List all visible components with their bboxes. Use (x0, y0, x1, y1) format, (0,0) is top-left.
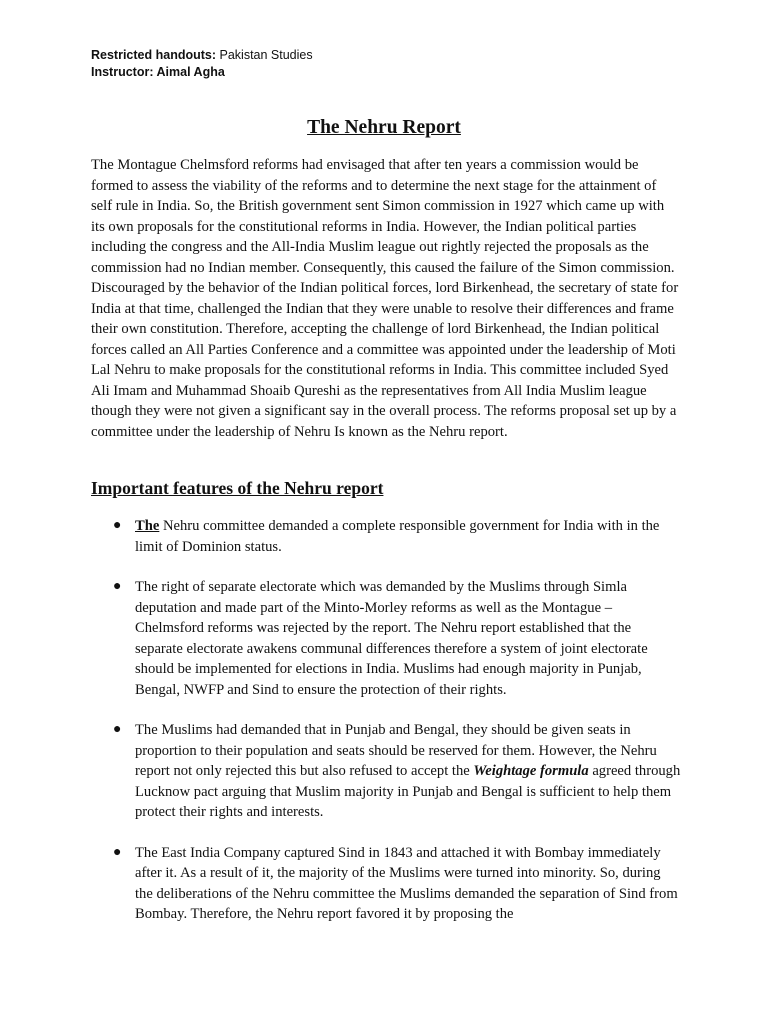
handouts-value: Pakistan Studies (219, 48, 313, 62)
list-item (113, 577, 681, 700)
bullet2-text: The right of separate electorate which was demanded by the Muslims through Simla deputation and made part of the Minto-Morley reforms as well as the Montague – Chelmsford reforms was rejected by the report. The Nehru report established that the separate electorate awakens communal differences therefore a system of joint electorate should be implemented for elections in India. Muslims had enough majority in Punjab, Bengal, NWFP and Sind to ensure the protection of their rights. (135, 579, 648, 698)
intro-paragraph: The Montague Chelmsford reforms had envisaged that after ten years a commission would be formed to assess the viability of the reforms and to determine the next stage for the attainment of self rule in India. So, the British government sent Simon commission in 1927 which came up with its own proposals for the constitutional reforms in India. However, the Indian political parties including the congress and the All-India Muslim league out rightly rejected the proposals as the commission had no Indian member. Consequently, this caused the failure of the Simon commission. Discouraged by the behavior of the Indian political forces, lord Birkenhead, the secretary of state for India at that time, challenged the Indian that they were unable to resolve their differences and frame their own constitution. Therefore, accepting the challenge of lord Birkenhead, the Indian political forces called an All Parties Conference and a committee was appointed under the leadership of Moti Lal Nehru to make proposals for the constitutional reforms in India. This committee included Syed Ali Imam and Muhammad Shoaib Qureshi as the representatives from All India Muslim league though they were not given a significant say in the overall process. The reforms proposal set up by a committee under the leadership of Nehru Is known as the Nehru report. (91, 157, 679, 440)
bullet-icon: ● (113, 579, 122, 594)
bullet-icon: ● (113, 722, 122, 737)
handout-header (91, 47, 313, 81)
bullet3-text-before: The Muslims had demanded that in Punjab and Bengal, they should be given seats in proportion to their population and seats should be reserved for them. However, the Nehru report not only rejected this but also refused to accept the (135, 722, 657, 779)
bullet-icon: ● (113, 518, 122, 533)
features-heading: Important features of the Nehru report (91, 478, 384, 498)
bullet4-text: The East India Company captured Sind in 1843 and attached it with Bombay immediately after it. As a result of it, the majority of the Muslims were turned into minority. So, during the deliberations of the Nehru committee the Muslims demanded the separation of Sind from Bombay. Therefore, the Nehru report favored it by proposing the (135, 844, 678, 922)
instructor-line: Instructor: Aimal Agha (91, 65, 225, 79)
list-item (113, 516, 681, 557)
list-item (113, 720, 681, 823)
bullet-icon: ● (113, 844, 122, 860)
bullet1-text: Nehru committee demanded a complete responsible government for India with in the limit of Dominion status. (135, 518, 660, 555)
handouts-line (91, 47, 313, 64)
list-item (113, 843, 681, 925)
bullet1-lead: The (135, 518, 160, 534)
bullet3-text-after: agreed through Lucknow pact arguing that Muslim majority in Punjab and Bengal is sufficient to help them protect their rights and interests. (135, 763, 681, 820)
page-title: The Nehru Report (307, 117, 461, 138)
features-list (0, 516, 768, 945)
weightage-formula-emphasis: Weightage formula (473, 763, 589, 779)
handouts-label: Restricted handouts: (91, 48, 220, 62)
